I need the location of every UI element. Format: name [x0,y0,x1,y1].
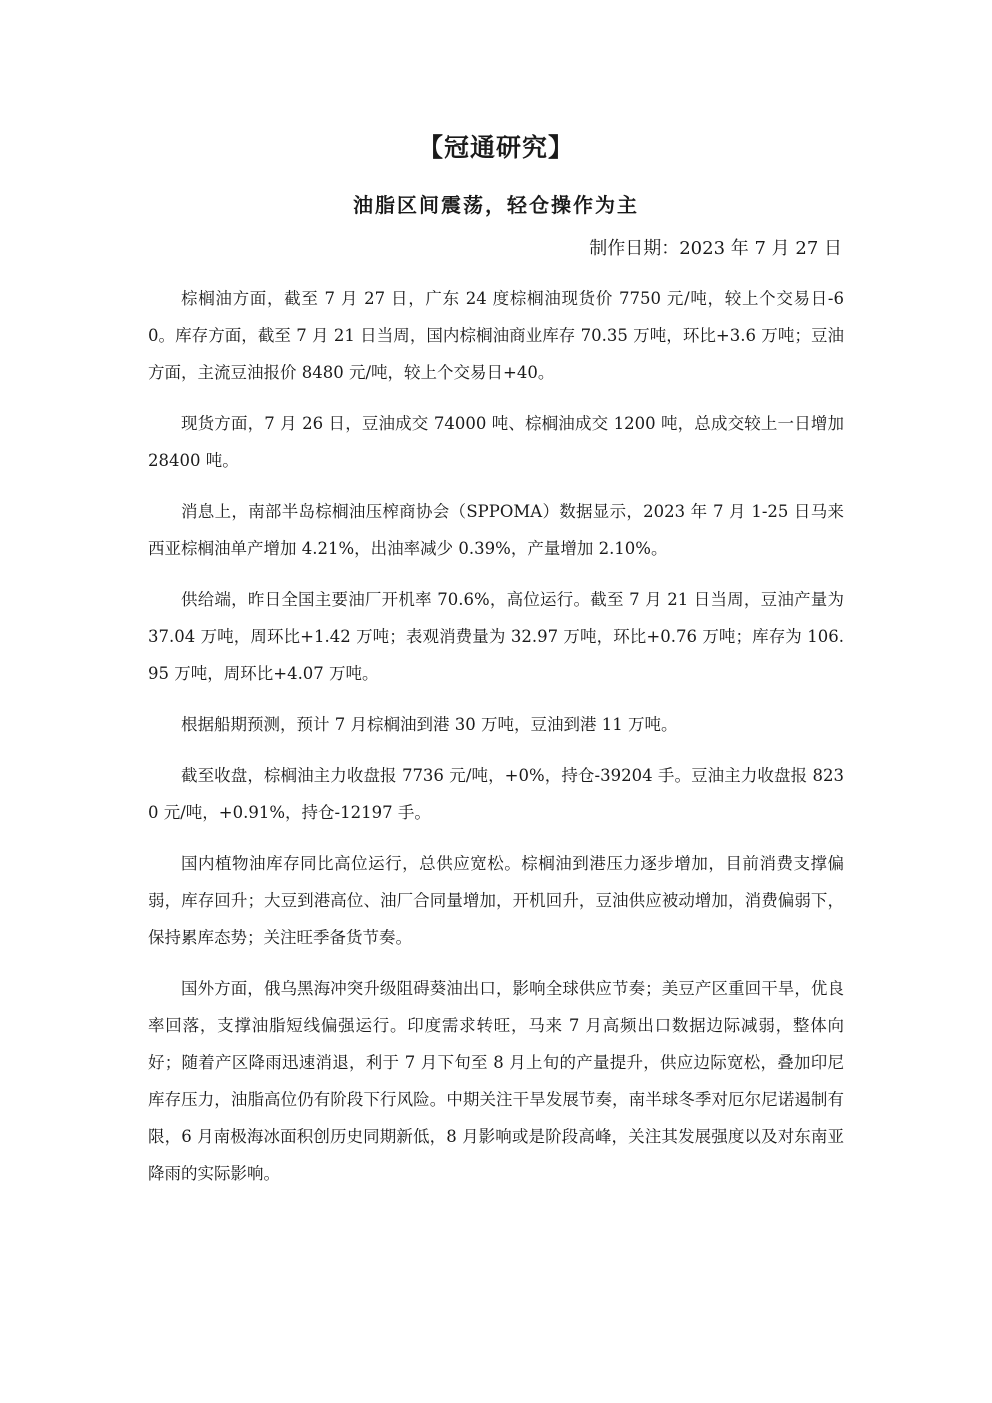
paragraph-sppoma-news: 消息上，南部半岛棕榈油压榨商协会（SPPOMA）数据显示，2023 年 7 月 1-25 日马来西亚棕榈油单产增加 4.21%，出油率减少 0.39%，产量增加 2.10%。 [148,502,844,558]
brand-heading: 【冠通研究】 [417,133,574,162]
report-title: 油脂区间震荡，轻仓操作为主 [353,193,639,217]
report-body [148,280,844,1206]
paragraph-market-close: 截至收盘，棕榈油主力收盘报 7736 元/吨，+0%，持仓-39204 手。豆油主力收盘报 8230 元/吨，+0.91%，持仓-12197 手。 [148,766,844,822]
paragraph-spot-trading: 现货方面，7 月 26 日，豆油成交 74000 吨、棕榈油成交 1200 吨，总成交较上一日增加 28400 吨。 [148,414,844,470]
paragraph-supply-side: 供给端，昨日全国主要油厂开机率 70.6%，高位运行。截至 7 月 21 日当周，豆油产量为 37.04 万吨，周环比+1.42 万吨；表观消费量为 32.97 万吨，环比+0.76 万吨；库存为 106.95 万吨，周环比+4.07 万吨。 [148,590,844,683]
paragraph-shipping-forecast: 根据船期预测，预计 7 月棕榈油到港 30 万吨，豆油到港 11 万吨。 [181,715,678,734]
production-date: 制作日期：2023 年 7 月 27 日 [589,238,842,259]
paragraph-international-outlook: 国外方面，俄乌黑海冲突升级阻碍葵油出口，影响全球供应节奏；美豆产区重回干旱，优良率回落，支撑油脂短线偏强运行。印度需求转旺，马来 7 月高频出口数据边际减弱，整体向好；随着产区降雨迅速消退，利于 7 月下旬至 8 月上旬的产量提升，供应边际宽松，叠加印尼库存压力，油脂高位仍有阶段下行风险。中期关注干旱发展节奏，南半球冬季对厄尔尼诺遏制有限，6 月南极海冰面积创历史同期新低，8 月影响或是阶段高峰，关注其发展强度以及对东南亚降雨的实际影响。 [148,979,844,1183]
paragraph-palm-oil-spot: 棕榈油方面，截至 7 月 27 日，广东 24 度棕榈油现货价 7750 元/吨，较上个交易日-60。库存方面，截至 7 月 21 日当周，国内棕榈油商业库存 70.35 万吨，环比+3.6 万吨；豆油方面，主流豆油报价 8480 元/吨，较上个交易日+40。 [148,289,844,382]
paragraph-domestic-outlook: 国内植物油库存同比高位运行，总供应宽松。棕榈油到港压力逐步增加，目前消费支撑偏弱，库存回升；大豆到港高位、油厂合同量增加，开机回升，豆油供应被动增加，消费偏弱下，保持累库态势；关注旺季备货节奏。 [148,854,844,947]
